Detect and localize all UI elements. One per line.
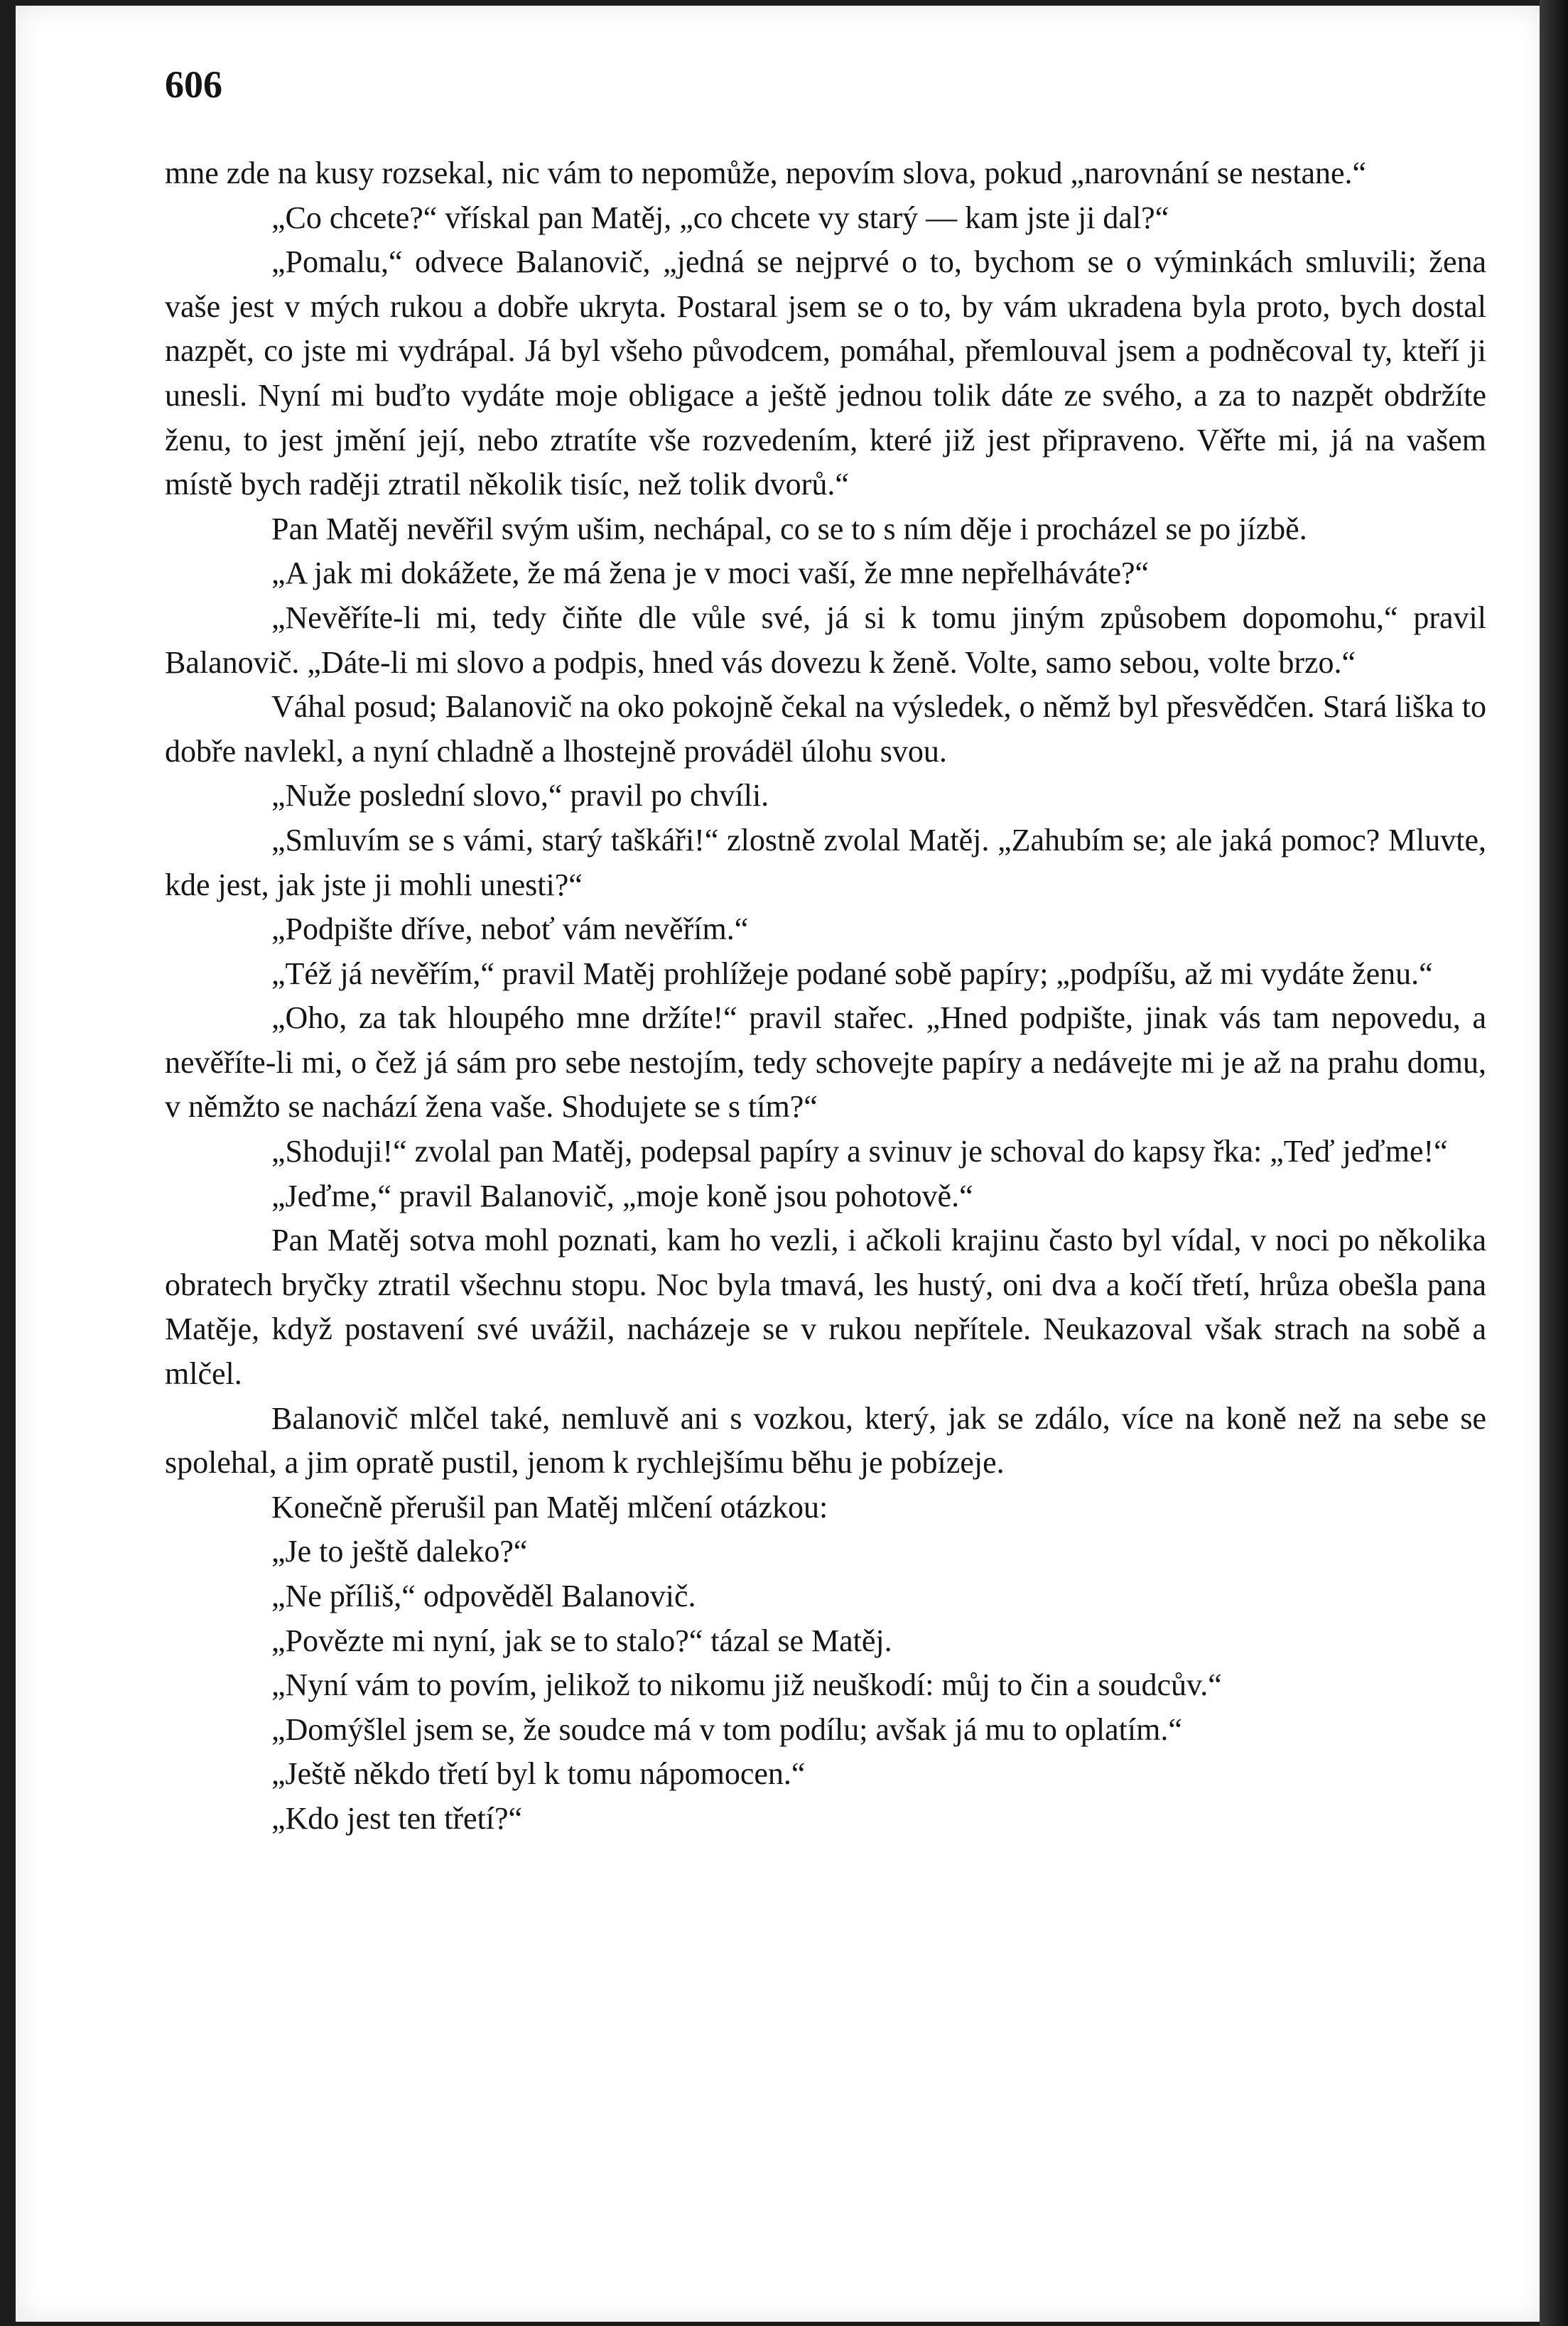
paragraph: „Je to ještě daleko?“	[271, 1534, 528, 1569]
paragraph: Pan Matěj nevěřil svým ušim, nechápal, co se to s ním děje i procházel se po jízbě.	[271, 511, 1307, 546]
paragraph: „Domýšlel jsem se, že soudce má v tom podílu; avšak já mu to oplatím.“	[271, 1711, 1182, 1747]
paragraph: mne zde na kusy rozsekal, nic vám to nepomůže, nepovím slova, pokud „narovnání se nestane.“	[165, 156, 1367, 190]
paragraph: „Též já nevěřím,“ pravil Matěj prohlížeje podané sobě papíry; „podpíšu, až mi vydáte ženu.“	[271, 956, 1433, 991]
paragraph: „A jak mi dokážete, že má žena je v moci vaší, že mne nepřelháváte?“	[271, 556, 1150, 591]
document-page	[16, 6, 1545, 2322]
paragraph: „Co chcete?“ vřískal pan Matěj, „co chcete vy starý — kam jste ji dal?“	[271, 200, 1169, 235]
paragraph: „Ještě někdo třetí byl k tomu nápomocen.“	[271, 1756, 806, 1792]
paragraph: „Smluvím se s vámi, starý taškáři!“ zlostně zvolal Matěj. „Zahubím se; ale jaká pomoc? Mluvte, kde jest, jak jste ji mohli unesti?“	[165, 822, 1486, 902]
paragraph: „Podpište dříve, neboť vám nevěřím.“	[271, 912, 749, 947]
paragraph: „Oho, za tak hloupého mne držíte!“ pravil stařec. „Hned podpište, jinak vás tam nepovedu, a nevěříte-li mi, o čež já sám pro sebe nestojím, tedy schovejte papíry a nedávejte mi je až na prahu domu, v němžto se nachází žena vaše. Shodujete se s tím?“	[165, 1000, 1486, 1125]
paragraph: „Pomalu,“ odvece Balanovič, „jedná se nejprvé o to, bychom se o výminkách smluvili; žena vaše jest v mých rukou a dobře ukryta. Postaral jsem se o to, by vám ukradena byla proto, bych dostal nazpět, co jste mi vydrápal. Já byl všeho původcem, pomáhal, přemlouval jsem a podněcoval ty, kteří ji unesli. Nyní mi buďto vydáte moje obligace a ještě jednou tolik dáte ze svého, a za to nazpět obdržíte ženu, to jest jmění její, nebo ztratíte vše rozvedením, které již jest připraveno. Věřte mi, já na vašem místě bych raději ztratil několik tisíc, než tolik dvorů.“	[165, 244, 1486, 502]
paragraph: „Nevěříte-li mi, tedy čiňte dle vůle své, já si k tomu jiným způsobem dopomohu,“ pravil Balanovič. „Dáte-li mi slovo a podpis, hned vás dovezu k ženě. Volte, samo sebou, volte brzo.“	[165, 600, 1486, 680]
paragraph: „Nyní vám to povím, jelikož to nikomu již neuškodí: můj to čin a soudcův.“	[271, 1667, 1222, 1703]
paragraph: „Ne příliš,“ odpověděl Balanovič.	[271, 1579, 696, 1613]
paragraph: „Kdo jest ten třetí?“	[271, 1800, 523, 1836]
body-text	[165, 151, 1486, 1841]
paragraph: Balanovič mlčel také, nemluvě ani s vozkou, který, jak se zdálo, více na koně než na sebe se spolehal, a jim opratě pustil, jenom k rychlejšímu běhu je pobízeje.	[165, 1400, 1486, 1481]
paragraph: Pan Matěj sotva mohl poznati, kam ho vezli, i ačkoli krajinu často byl vídal, v noci po několika obratech bryčky ztratil všechnu stopu. Noc byla tmavá, les hustý, oni dva a kočí třetí, hrůza obešla pana Matěje, když postavení své uvážil, nacházeje se v rukou nepřítele. Neukazoval však strach na sobě a mlčel.	[165, 1223, 1486, 1392]
paragraph: Váhal posud; Balanovič na oko pokojně čekal na výsledek, o němž byl přesvědčen. Stará liška to dobře navlekl, a nyní chladně a lhostejně provádël úlohu svou.	[165, 689, 1486, 769]
scan-edge-shadow	[1540, 0, 1568, 2326]
paragraph: „Povězte mi nyní, jak se to stalo?“ tázal se Matěj.	[271, 1623, 892, 1658]
paragraph: Konečně přerušil pan Matěj mlčení otázkou:	[271, 1489, 828, 1525]
page-number: 606	[165, 63, 222, 106]
paragraph: „Jeďme,“ pravil Balanovič, „moje koně jsou pohotově.“	[271, 1178, 973, 1213]
paragraph: „Shoduji!“ zvolal pan Matěj, podepsal papíry a svinuv je schoval do kapsy řka: „Teď jeďme!“	[271, 1134, 1448, 1169]
paragraph: „Nuže poslední slovo,“ pravil po chvíli.	[271, 778, 769, 813]
